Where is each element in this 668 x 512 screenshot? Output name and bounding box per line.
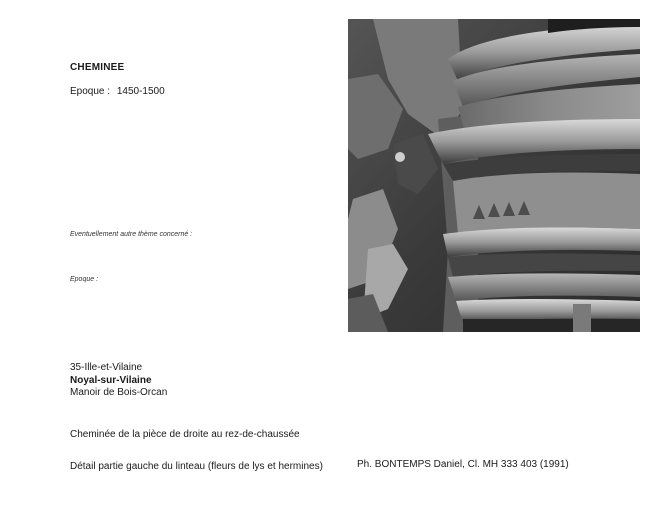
photo-chimney-detail xyxy=(348,19,640,332)
photo-credit: Ph. BONTEMPS Daniel, Cl. MH 333 403 (1991) xyxy=(357,459,569,470)
epoque-label: Epoque : xyxy=(70,86,111,97)
epoque-line xyxy=(70,86,165,97)
department: 35-Ille-et-Vilaine xyxy=(70,362,143,373)
epoque-value: 1450-1500 xyxy=(116,86,165,97)
description-room: Cheminée de la pièce de droite au rez-de-chaussée xyxy=(70,429,300,440)
commune: Noyal-sur-Vilaine xyxy=(70,375,152,386)
record-title: CHEMINEE xyxy=(70,62,125,73)
description-detail: Détail partie gauche du linteau (fleurs de lys et hermines) xyxy=(70,461,323,472)
theme-label: Eventuellement autre thème concerné : xyxy=(70,231,193,238)
epoque-secondary-label: Epoque : xyxy=(70,276,99,283)
site-name: Manoir de Bois-Orcan xyxy=(70,387,168,398)
